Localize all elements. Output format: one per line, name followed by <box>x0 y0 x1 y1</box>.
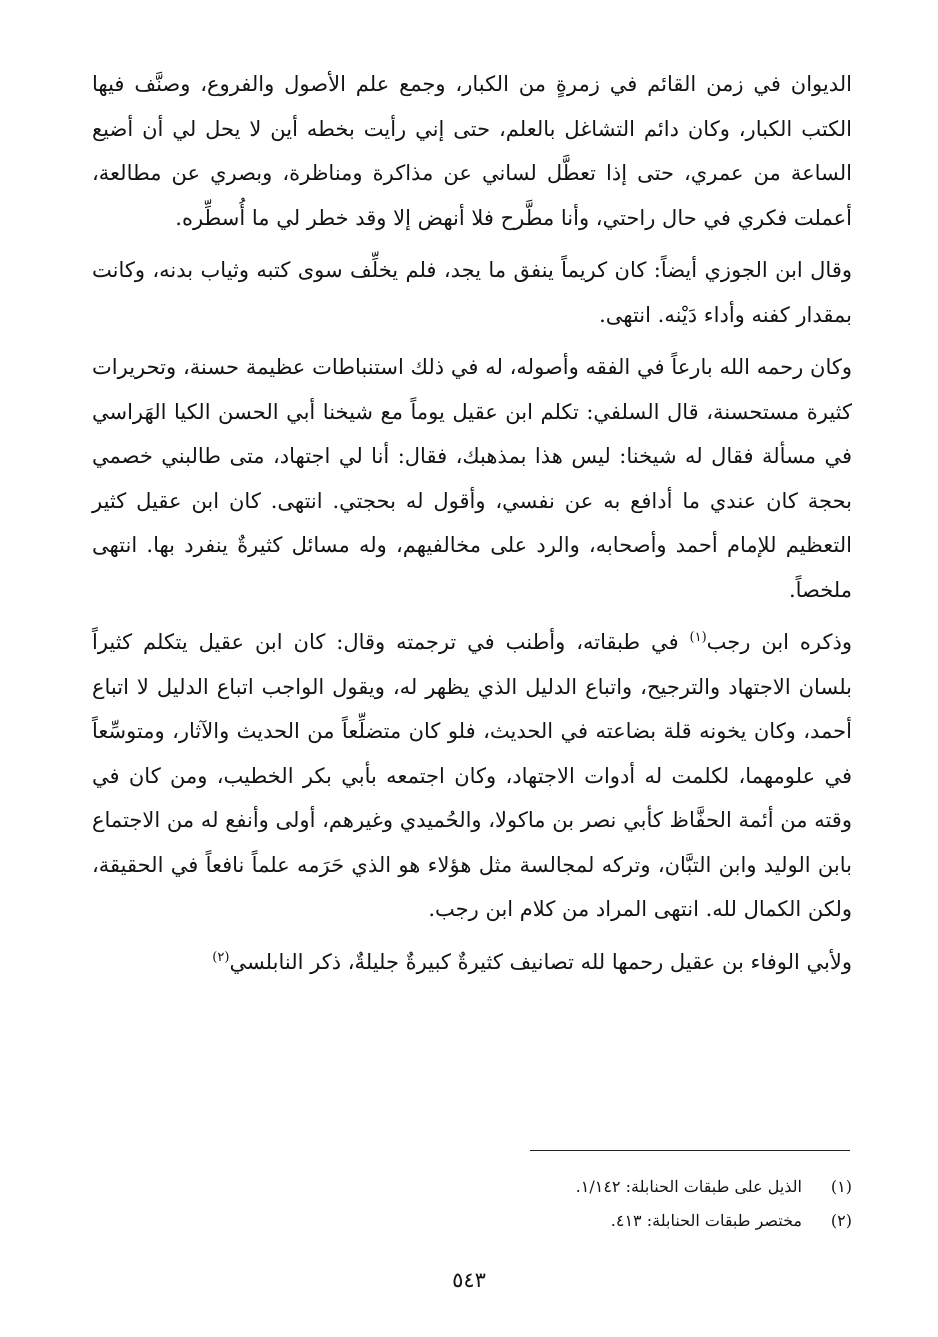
page-body <box>92 62 852 992</box>
paragraph-1: الديوان في زمن القائم في زمرةٍ من الكبار، وجمع علم الأصول والفروع، وصنَّف فيها الكتب الكبار، وكان دائم التشاغل بالعلم، حتى إني رأيت بخطه أين لا يحل لي أن أضيع الساعة من عمري، حتى إذا تعطَّل لساني عن مذاكرة ومناظرة، وبصري عن مطالعة، أعملت فكري في حال راحتي، وأنا مطَّرح فلا أنهض إلا وقد خطر لي ما أُسطِّره. <box>92 72 852 230</box>
paragraph-5-text: ولأبي الوفاء بن عقيل رحمها لله تصانيف كثيرةٌ كبيرةٌ جليلةٌ، ذكر النابلسي <box>229 949 852 974</box>
paragraph-4-rest: في طبقاته، وأطنب في ترجمته وقال: كان ابن عقيل يتكلم كثيراً بلسان الاجتهاد والترجيح، واتباع الدليل الذي يظهر له، ويقول الواجب اتباع الدليل لا اتباع أحمد، وكان يخونه قلة بضاعته في الحديث، فلو كان متضلِّعاً من الحديث والآثار، ومتوسِّعاً في علومهما، لكلمت له أدوات الاجتهاد، وكان اجتمعه بأبي بكر الخطيب، ومن كان في وقته من أئمة الحفَّاظ كأبي نصر بن ماكولا، والحُميدي وغيرهم، أولى وأنفع له من الاجتماع بابن الوليد وابن التبَّان، وتركه لمجالسة مثل هؤلاء هو الذي حَرَمه علماً نافعاً في الحقيقة، ولكن الكمال لله. انتهى المراد من كلام ابن رجب. <box>92 630 852 921</box>
footnote-number: (١) <box>830 1177 852 1196</box>
paragraph-3: وكان رحمه الله بارعاً في الفقه وأصوله، له في ذلك استنباطات عظيمة حسنة، وتحريرات كثيرة مستحسنة، قال السلفي: تكلم ابن عقيل يوماً مع شيخنا أبي الحسن الكيا الهَراسي في مسألة فقال له شيخنا: ليس هذا بمذهبك، فقال: أنا لي اجتهاد، متى طالبني خصمي بحجة كان عندي ما أدافع به عن نفسي، وأقول له بحجتي. انتهى. كان ابن عقيل كثير التعظيم للإمام أحمد وأصحابه، والرد على مخالفيهم، وله مسائل كثيرةٌ ينفرد بها. انتهى ملخصاً. <box>92 355 852 602</box>
paragraph-4-start: وذكره ابن رجب <box>706 630 852 654</box>
footnote-ref-1[interactable]: (١) <box>689 630 707 645</box>
footnotes <box>92 1170 852 1238</box>
footnote-number: (٢) <box>830 1211 852 1230</box>
footnote-text: الذيل على طبقات الحنابلة: ١/١٤٢. <box>575 1177 802 1196</box>
footnote-2 <box>92 1204 852 1238</box>
footnote-text: مختصر طبقات الحنابلة: ٤١٣. <box>610 1211 802 1230</box>
paragraph-5 <box>92 940 852 985</box>
footnote-1 <box>92 1170 852 1204</box>
footnote-ref-2[interactable]: (٢) <box>212 949 230 965</box>
paragraph-4 <box>92 620 852 932</box>
page-number: ٥٤٣ <box>452 1268 486 1292</box>
paragraph-2: وقال ابن الجوزي أيضاً: كان كريماً ينفق ما يجد، فلم يخلِّف سوى كتبه وثياب بدنه، وكانت بمقدار كفنه وأداء دَيْنه. انتهى. <box>92 258 852 327</box>
footnote-divider <box>530 1150 850 1151</box>
